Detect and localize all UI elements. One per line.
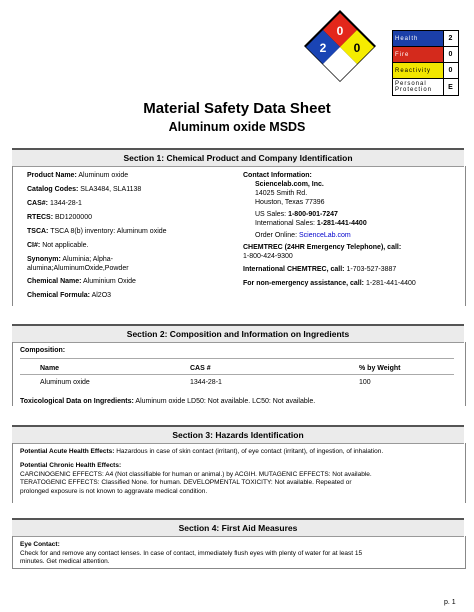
chronic-effects-block — [20, 462, 462, 496]
address-line2: Houston, Texas 77396 — [255, 199, 325, 206]
hmis-rating-table — [392, 30, 459, 96]
eye-contact-block — [20, 541, 462, 567]
hmis-reactivity-value: 0 — [444, 63, 459, 79]
tsca-row: TSCA: TSCA 8(b) inventory: Aluminum oxide — [27, 228, 167, 235]
hmis-health-label: Health — [393, 31, 444, 47]
hmis-row-protection — [393, 79, 459, 96]
non-emergency-row: For non-emergency assistance, call: 1-281-441-4400 — [243, 280, 416, 287]
chronic-line2: TERATOGENIC EFFECTS: Classified None. for human. DEVELOPMENTAL TOXICITY: Not available. Repeated or — [20, 479, 352, 486]
composition-table-header-rule — [20, 374, 454, 375]
eye-contact-line1: Check for and remove any contact lenses. In case of contact, immediately flush eyes with plenty of water for at least 15 — [20, 549, 363, 557]
cas-row: CAS#: 1344-28-1 — [27, 200, 82, 207]
nfpa-fire-value: 0 — [336, 24, 344, 38]
section4-heading: Section 4: First Aid Measures — [12, 518, 464, 537]
chronic-effects-label: Potential Chronic Health Effects: — [20, 462, 122, 469]
page-title: Material Safety Data Sheet — [143, 100, 331, 117]
sciencelab-link[interactable]: ScienceLab.com — [298, 232, 351, 239]
eye-contact-line2: minutes. Get medical attention. — [20, 558, 110, 565]
nfpa-reactivity-value: 0 — [353, 41, 361, 55]
page-subtitle: Aluminum oxide MSDS — [168, 120, 306, 134]
nfpa-health-value: 2 — [319, 41, 327, 55]
toxicological-data-row: Toxicological Data on Ingredients: Aluminum oxide LD50: Not available. LC50: Not available. — [20, 398, 316, 405]
contact-heading: Contact Information: — [243, 172, 312, 179]
column-header-cas: CAS # — [190, 365, 211, 372]
column-header-name: Name — [40, 365, 60, 372]
page-number: p. 1 — [444, 599, 456, 606]
nfpa-diamond — [304, 10, 376, 82]
acute-effects-row: Potential Acute Health Effects: Hazardous in case of skin contact (irritant), of eye contact (irritant), of ingestion, of inhalation. — [20, 448, 384, 455]
ingredient-weight-cell: 100 — [359, 379, 371, 386]
hmis-reactivity-label: Reactivity — [393, 63, 444, 79]
intl-sales-row: International Sales: 1-281-441-4400 — [255, 220, 367, 227]
catalog-codes-row: Catalog Codes: SLA3484, SLA1138 — [27, 186, 142, 193]
hmis-protection-value: E — [444, 79, 459, 96]
product-name-row: Product Name: Aluminum oxide — [27, 172, 129, 179]
section2-heading: Section 2: Composition and Information on Ingredients — [12, 324, 464, 343]
section3-heading: Section 3: Hazards Identification — [12, 425, 464, 444]
us-sales-row: US Sales: 1-800-901-7247 — [255, 211, 338, 218]
hmis-row-reactivity — [393, 63, 459, 79]
company-name: Sciencelab.com, Inc. — [255, 181, 324, 188]
hmis-row-fire — [393, 47, 459, 63]
address-line1: 14025 Smith Rd. — [255, 190, 308, 197]
order-online-row: Order Online: ScienceLab.com — [255, 232, 351, 239]
composition-label: Composition: — [20, 347, 66, 354]
chemtrec-row: CHEMTREC (24HR Emergency Telephone), call: 1-800-424-9300 — [243, 244, 402, 260]
chemical-name-row: Chemical Name: Aluminium Oxide — [27, 278, 136, 285]
chronic-line3: prolonged exposure is not known to aggravate medical condition. — [20, 487, 208, 495]
eye-contact-label: Eye Contact: — [20, 541, 60, 548]
ingredient-cas-cell: 1344-28-1 — [190, 379, 222, 386]
company-block — [243, 180, 458, 240]
chemical-formula-row: Chemical Formula: Al2O3 — [27, 292, 112, 299]
ingredient-name-cell: Aluminum oxide — [40, 379, 90, 386]
section1-heading: Section 1: Chemical Product and Company Identification — [12, 148, 464, 167]
hmis-fire-value: 0 — [444, 47, 459, 63]
hmis-health-value: 2 — [444, 31, 459, 47]
composition-table-top-rule — [20, 358, 454, 359]
synonym-row: Synonym: Aluminia; Alpha- alumina;AluminumOxide,Powder — [27, 256, 129, 272]
hmis-protection-label: Personal Protection — [393, 79, 444, 96]
ci-row: CI#: Not applicable. — [27, 242, 89, 249]
column-header-weight: % by Weight — [359, 365, 401, 372]
rtecs-row: RTECS: BD1200000 — [27, 214, 92, 221]
intl-chemtrec-row: International CHEMTREC, call: 1-703-527-3887 — [243, 266, 397, 273]
hmis-row-health — [393, 31, 459, 47]
chronic-line1: CARCINOGENIC EFFECTS: A4 (Not classifiable for human or animal.) by ACGIH. MUTAGENIC EFFECTS: Not available. — [20, 470, 372, 478]
section1-left-column — [27, 171, 227, 305]
section1-contact-column — [243, 171, 458, 288]
hmis-fire-label: Fire — [393, 47, 444, 63]
